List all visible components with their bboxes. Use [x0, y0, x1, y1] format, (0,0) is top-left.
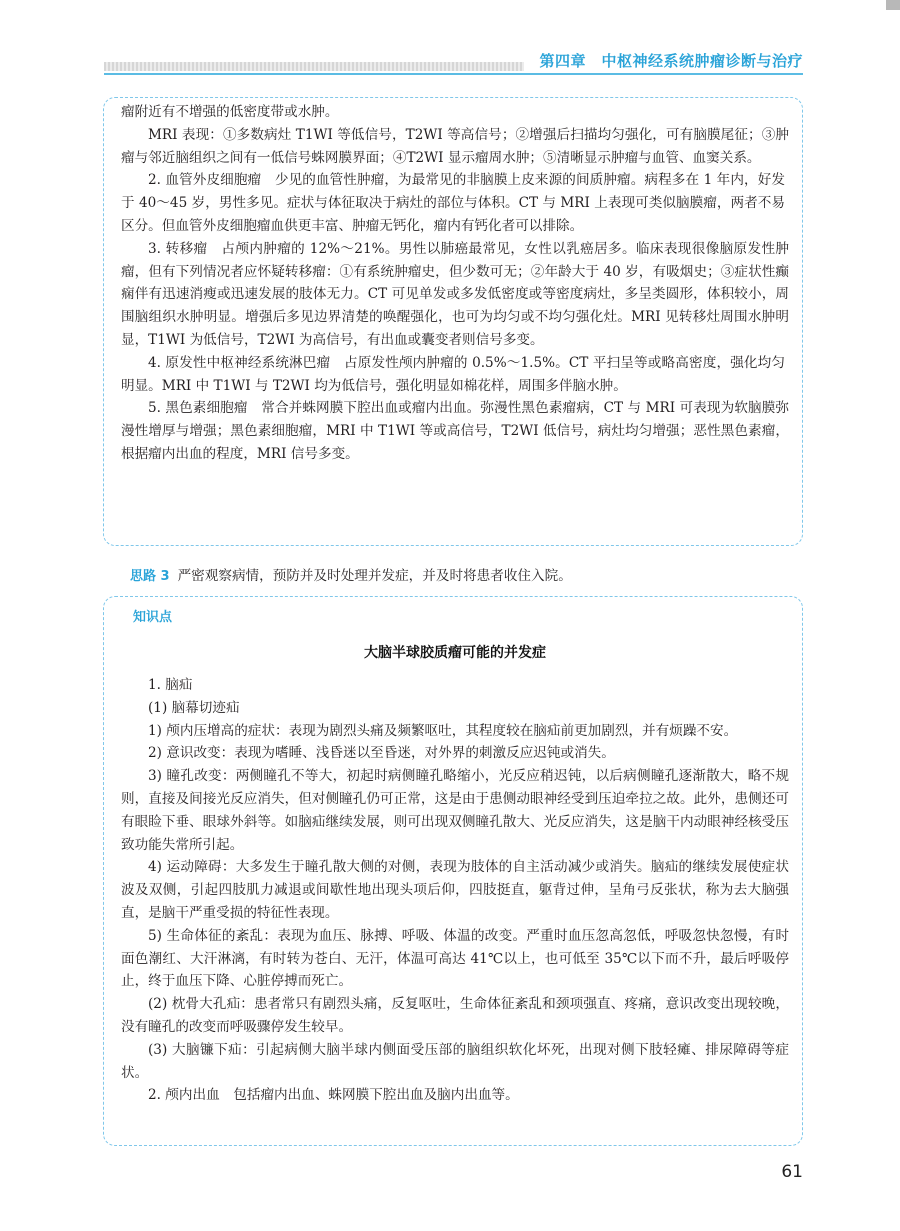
corner-mark: [886, 0, 900, 10]
knowledge-title: 大脑半球胶质瘤可能的并发症: [364, 645, 546, 661]
knowledge-box: [103, 596, 803, 1146]
thinking-text: 严密观察病情，预防并及时处理并发症，并及时将患者收住入院。: [177, 568, 572, 584]
list-item: 5) 生命体征的紊乱：表现为血压、脉搏、呼吸、体温的改变。严重时血压忽高忽低，呼吸忽快忽慢，有时面色潮红、大汗淋漓，有时转为苍白、无汗，体温可高达 41℃以上，也可低至 35℃以下而不升，最后呼吸停止，终于血压下降、心脏停搏而死亡。: [121, 927, 789, 990]
list-item: 4) 运动障碍：大多发生于瞳孔散大侧的对侧，表现为肢体的自主活动减少或消失。脑疝的继续发展使症状波及双侧，引起四肢肌力减退或间歇性地出现头项后仰，四肢挺直，躯背过伸，呈角弓反张状，称为去大脑强直，是脑干严重受损的特征性表现。: [121, 859, 789, 921]
paragraph-metastasis: 3. 转移瘤 占颅内肿瘤的 12%～21%。男性以肺癌最常见，女性以乳癌居多。临床表现很像脑原发性肿瘤，但有下列情况者应怀疑转移瘤：①有系统肿瘤史，但少数可无；②年龄大于 40 岁，有吸烟史；③症状性癫痫伴有迅速消瘦或迅速发展的肢体无力。CT 可见单发或多发低密度或等密度病灶，多呈类圆形，体积较小，周围脑组织水肿明显。增强后多见边界清楚的唤醒强化，也可为均匀或不均匀强化灶。MRI 见转移灶周围水肿明显，T1WI 为低信号，T2WI 为高信号，有出血或囊变者则信号多变。: [121, 240, 789, 348]
list-item: 1. 脑疝: [148, 677, 193, 693]
paragraph: 瘤附近有不增强的低密度带或水肿。: [121, 104, 339, 120]
list-item: (3) 大脑镰下疝：引起病侧大脑半球内侧面受压部的脑组织软化坏死，出现对侧下肢轻瘫、排尿障碍等症状。: [121, 1041, 789, 1081]
paragraph-melanocytoma: 5. 黑色素细胞瘤 常合并蛛网膜下腔出血或瘤内出血。弥漫性黑色素瘤病，CT 与 MRI 可表现为软脑膜弥漫性增厚与增强；黑色素细胞瘤，MRI 中 T1WI 等或高信号，T2WI 低信号，病灶均匀增强；恶性黑色素瘤，根据瘤内出血的程度，MRI 信号多变。: [121, 400, 789, 462]
paragraph-lymphoma: 4. 原发性中枢神经系统淋巴瘤 占原发性颅内肿瘤的 0.5%～1.5%。CT 平扫呈等或略高密度，强化均匀明显。MRI 中 T1WI 与 T2WI 均为低信号，强化明显如棉花样，周围多伴脑水肿。: [121, 354, 785, 394]
thinking-label: 思路 3: [130, 569, 170, 584]
header-rule: [104, 73, 803, 75]
diagnosis-textbox: [103, 97, 803, 546]
list-item: 3) 瞳孔改变：两侧瞳孔不等大，初起时病侧瞳孔略缩小，光反应稍迟钝，以后病侧瞳孔逐渐散大，略不规则，直接及间接光反应消失，但对侧瞳孔仍可正常，这是由于患侧动眼神经受到压迫牵拉之故。此外，患侧还可有眼睑下垂、眼球外斜等。如脑疝继续发展，则可出现双侧瞳孔散大、光反应消失，这是脑干内动眼神经核受压致功能失常所引起。: [121, 768, 789, 853]
list-item: 2. 颅内出血 包括瘤内出血、蛛网膜下腔出血及脑内出血等。: [148, 1087, 519, 1104]
thinking-3: [130, 566, 572, 587]
list-item: 1) 颅内压增高的症状：表现为剧烈头痛及频繁呕吐，其程度较在脑疝前更加剧烈，并有烦躁不安。: [148, 722, 738, 739]
list-item: (2) 枕骨大孔疝：患者常只有剧烈头痛，反复呕吐，生命体征紊乱和颈项强直、疼痛，意识改变出现较晚，没有瞳孔的改变而呼吸骤停发生较早。: [121, 996, 789, 1035]
list-item: (1) 脑幕切迹疝: [148, 699, 240, 716]
knowledge-label: 知识点: [133, 610, 173, 625]
chapter-title: 第四章 中枢神经系统肿瘤诊断与治疗: [539, 52, 803, 70]
page-number: 61: [781, 1162, 803, 1182]
header-band: [104, 62, 524, 71]
paragraph-hemangiopericytoma: 2. 血管外皮细胞瘤 少见的血管性肿瘤，为最常见的非脑膜上皮来源的间质肿瘤。病程多在 1 年内，好发于 40～45 岁，男性多见。症状与体征取决于病灶的部位与体积。CT 与 MRI 上表现可类似脑膜瘤，两者不易区分。但血管外皮细胞瘤血供更丰富、肿瘤无钙化，瘤内有钙化者可以排除。: [121, 172, 785, 234]
list-item: 2) 意识改变：表现为嗜睡、浅昏迷以至昏迷，对外界的刺激反应迟钝或消失。: [148, 745, 615, 762]
paragraph-mri: MRI 表现：①多数病灶 T1WI 等低信号，T2WI 等高信号；②增强后扫描均匀强化，可有脑膜尾征；③肿瘤与邻近脑组织之间有一低信号蛛网膜界面；④T2WI 显示瘤周水肿；⑤清晰显示肿瘤与血管、血窦关系。: [121, 126, 789, 166]
